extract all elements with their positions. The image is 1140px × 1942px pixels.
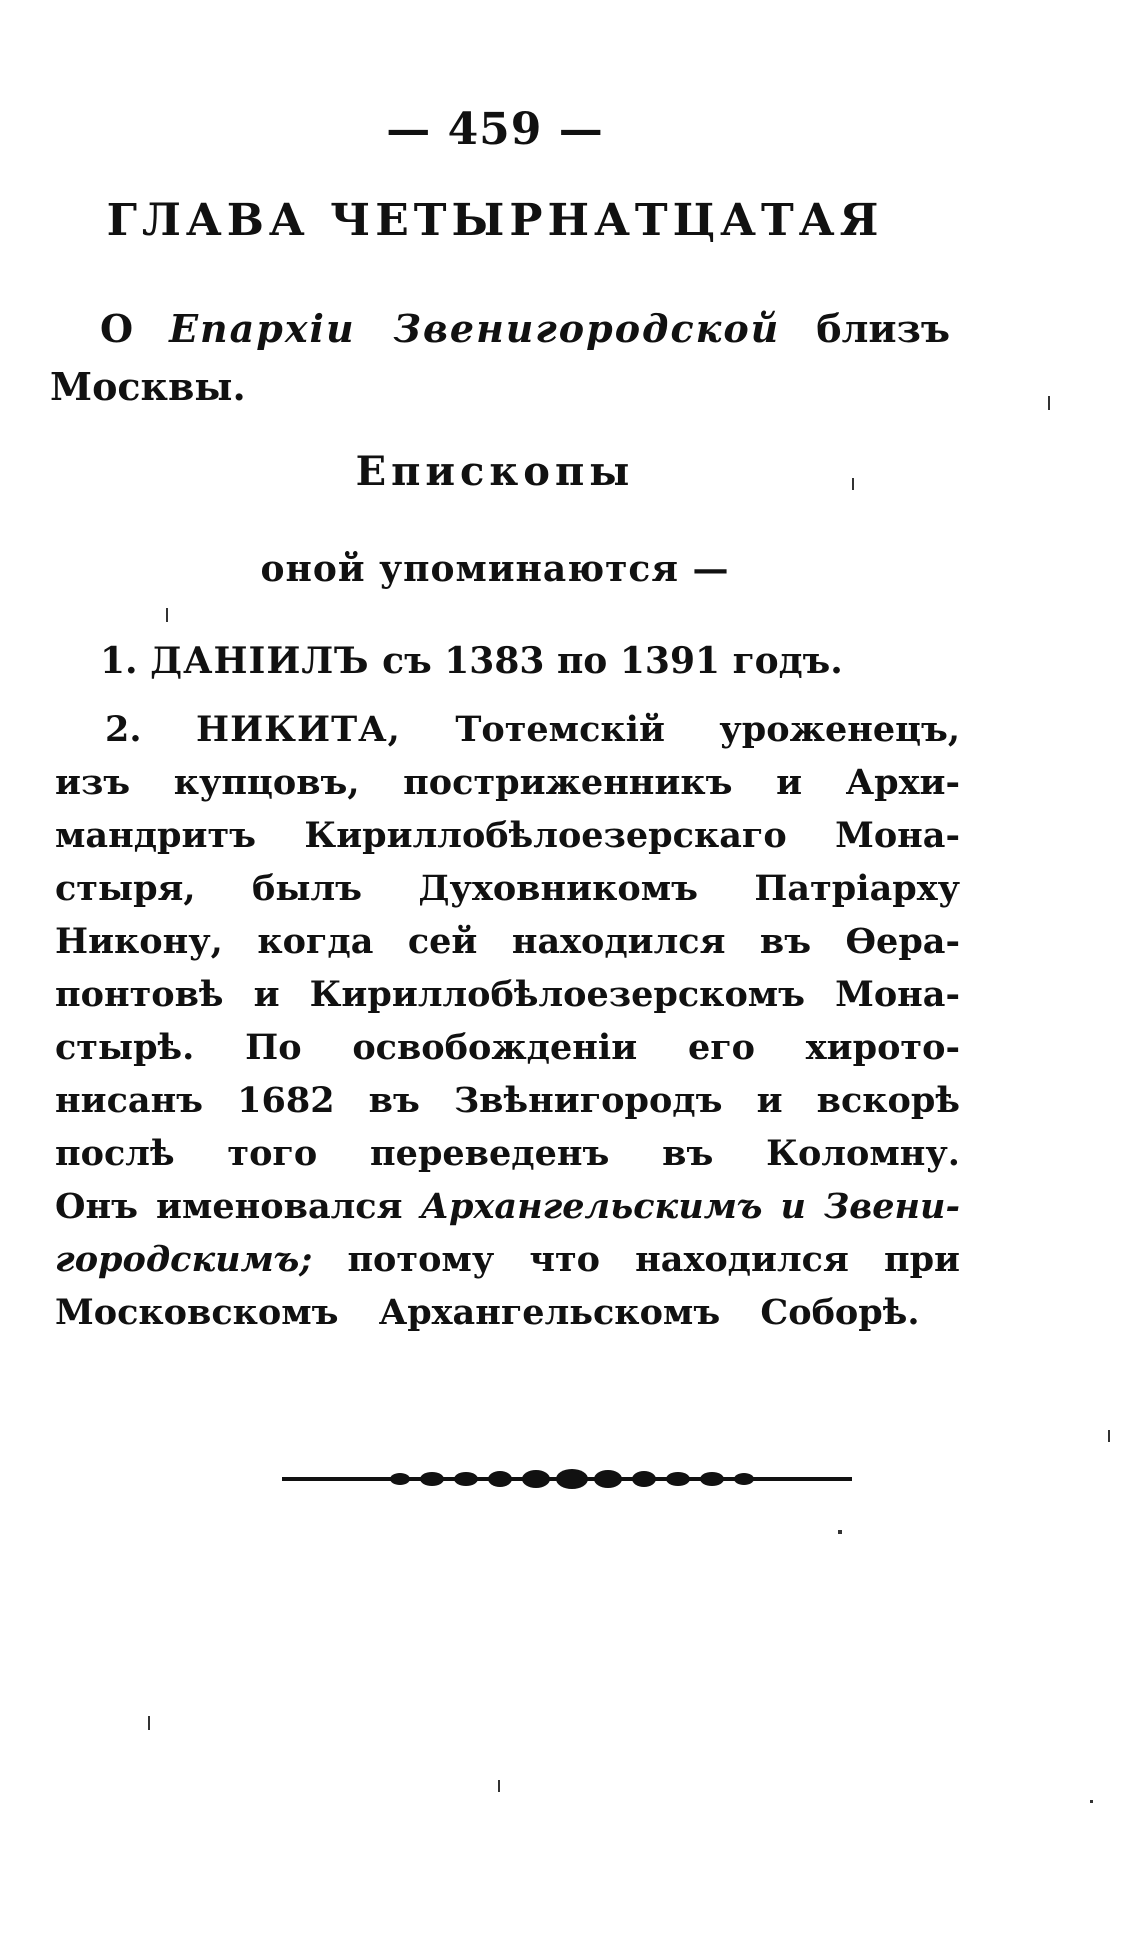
subtitle-line-1 bbox=[50, 300, 950, 358]
ornamental-rule bbox=[282, 1466, 852, 1492]
entry-2 bbox=[55, 703, 960, 1339]
entry-line-italic: городскимъ; bbox=[55, 1239, 313, 1280]
entry-line-text: потому что находился при bbox=[347, 1239, 961, 1280]
section-subheading: оной упоминаются — bbox=[260, 548, 730, 590]
entry-line-text: Онъ именовался bbox=[55, 1186, 403, 1227]
entry-line: понтовѣ и Кириллобѣлоезерскомъ Мона- bbox=[55, 974, 960, 1015]
entry-line bbox=[55, 1180, 960, 1233]
entry-line bbox=[55, 1233, 960, 1286]
subtitle-italic: Епархіи Звенигородской bbox=[169, 306, 781, 351]
entry-line: стыря, былъ Духовникомъ Патріарху bbox=[55, 868, 960, 909]
entry-line: изъ купцовъ, постриженникъ и Архи- bbox=[55, 762, 960, 803]
print-speck bbox=[1048, 396, 1050, 410]
entry-line: нисанъ 1682 въ Звѣнигородъ и вскорѣ bbox=[55, 1080, 960, 1121]
page-number: — 459 — bbox=[386, 104, 604, 155]
entry-line-italic: Архангельскимъ и Звени- bbox=[420, 1186, 960, 1227]
entry-line: Московскомъ Архангельскомъ Соборѣ. bbox=[55, 1292, 920, 1333]
entry-line: послѣ того переведенъ въ Коломну. bbox=[55, 1133, 960, 1174]
subtitle-suffix: близъ bbox=[816, 306, 950, 351]
print-speck bbox=[148, 1716, 150, 1730]
print-speck bbox=[838, 1530, 842, 1534]
entry-number: 1. bbox=[100, 640, 138, 682]
print-speck bbox=[1090, 1800, 1093, 1803]
entry-number: 2. bbox=[105, 709, 142, 750]
print-speck bbox=[852, 478, 854, 490]
print-speck bbox=[166, 608, 168, 622]
entry-line: мандритъ Кириллобѣлоезерскаго Мона- bbox=[55, 815, 960, 856]
print-speck bbox=[1108, 1430, 1110, 1442]
entry-line bbox=[55, 703, 960, 756]
entry-1 bbox=[100, 640, 960, 682]
entry-line: стырѣ. По освобожденіи его хирото- bbox=[55, 1027, 960, 1068]
subtitle-line-2: Москвы. bbox=[50, 364, 246, 409]
entry-line-text: Тотемскій уроженецъ, bbox=[455, 709, 961, 750]
subtitle-prefix: О bbox=[100, 306, 134, 351]
chapter-title: ГЛАВА ЧЕТЫРНАТЦАТАЯ bbox=[106, 195, 884, 246]
entry-name: НИКИТА, bbox=[196, 709, 401, 750]
print-speck bbox=[498, 1780, 500, 1792]
section-heading: Епископы bbox=[355, 448, 635, 495]
chapter-subtitle bbox=[50, 300, 950, 416]
entry-line: Никону, когда сей находился въ Ѳера- bbox=[55, 921, 960, 962]
entry-name: ДАНІИЛЪ bbox=[150, 640, 370, 682]
entry-text: съ 1383 по 1391 годъ. bbox=[382, 640, 843, 682]
